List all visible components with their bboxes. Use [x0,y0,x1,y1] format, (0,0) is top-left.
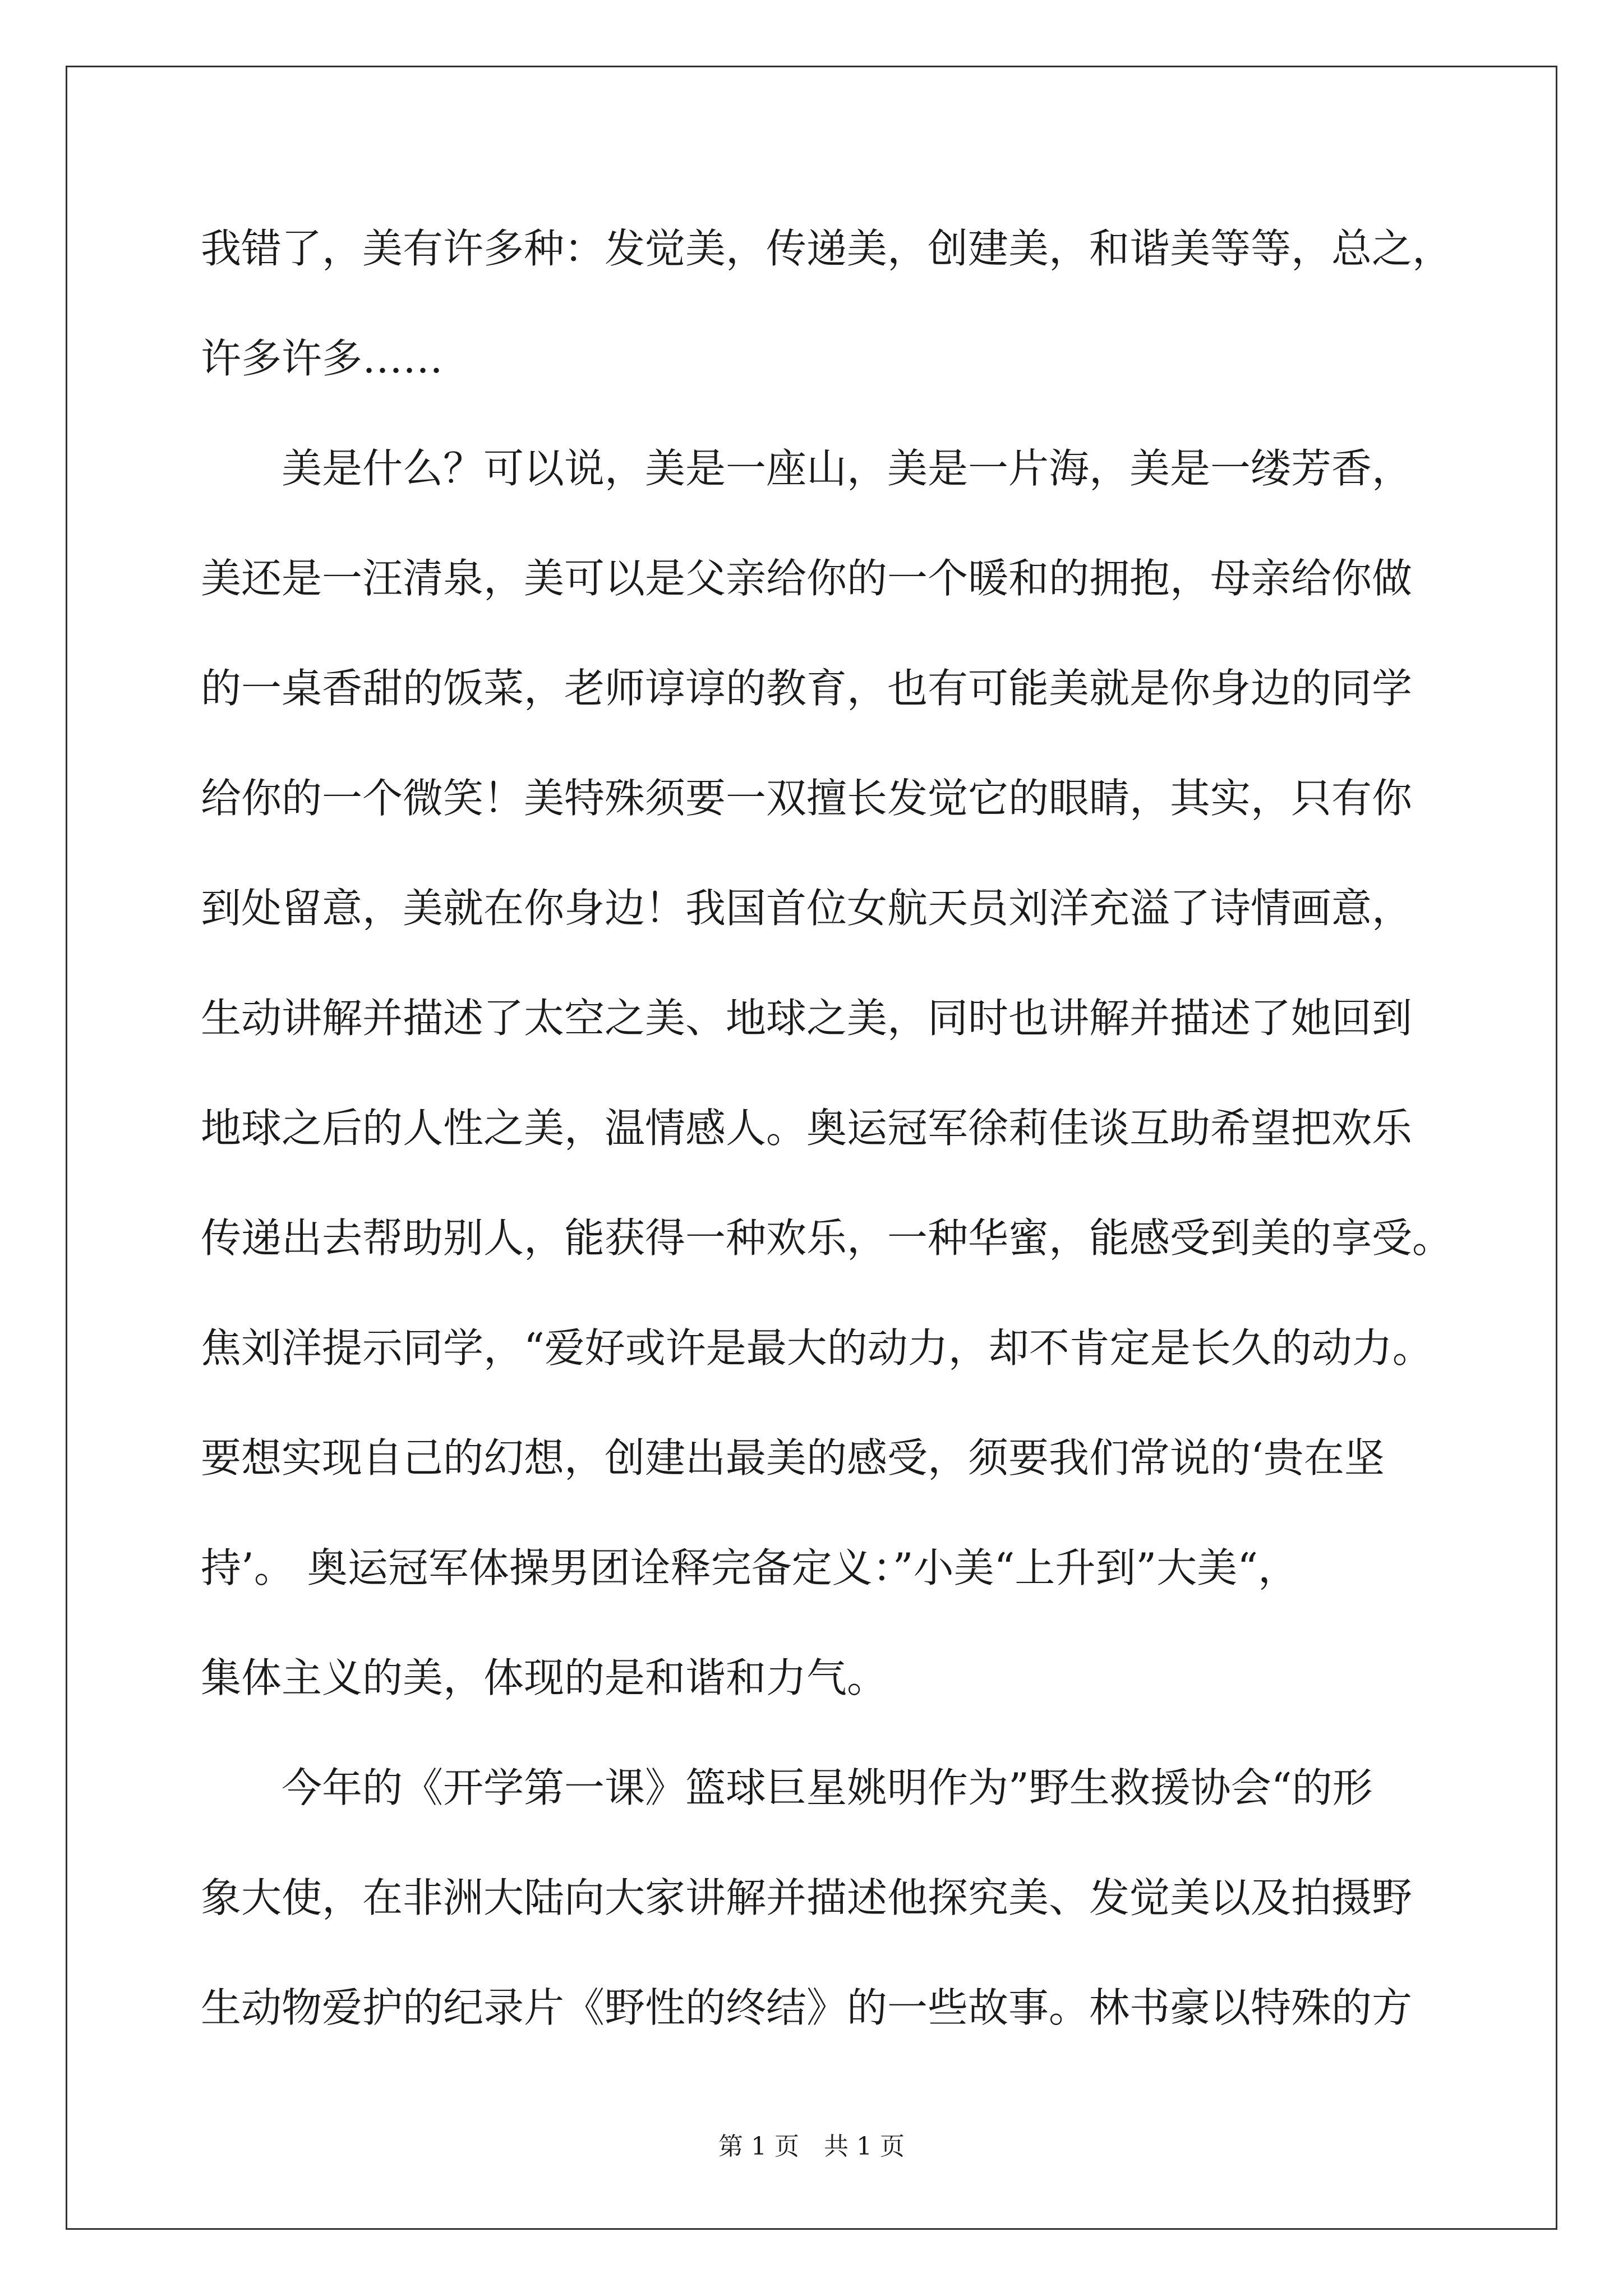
paragraph-1 [201,194,1453,413]
text-line: 地球之后的人性之美，温情感人。奥运冠军徐莉佳谈互助希望把欢乐 [201,1105,1413,1152]
document-body [201,194,1453,2063]
text-line: 持’。 奥运冠军体操男团诠释完备定义：”小美“上升到”大美“， [201,1544,1299,1591]
paragraph-2 [201,413,1453,1733]
text-line: 生动讲解并描述了太空之美、地球之美，同时也讲解并描述了她回到 [201,995,1413,1042]
text-line: 的一桌香甜的饭菜，老师谆谆的教育，也有可能美就是你身边的同学 [201,665,1413,712]
text-line: 象大使，在非洲大陆向大家讲解并描述他探究美、发觉美以及拍摄野 [201,1874,1413,1921]
text-line: 传递出去帮助别人，能获得一种欢乐，一种华蜜，能感受到美的享受。 [201,1214,1453,1262]
text-line: 给你的一个微笑！美特殊须要一双擅长发觉它的眼睛，其实，只有你 [201,775,1413,822]
text-line: 要想实现自己的幻想，创建出最美的感受，须要我们常说的‘贵在坚 [201,1434,1385,1481]
text-line: 美还是一汪清泉，美可以是父亲给你的一个暖和的拥抱，母亲给你做 [201,555,1413,602]
text-line: 集体主义的美，体现的是和谐和力气。 [201,1654,888,1701]
text-line: 我错了，美有许多种：发觉美，传递美，创建美，和谐美等等，总之， [201,225,1453,272]
text-line: 到处留意，美就在你身边！我国首位女航天员刘洋充溢了诗情画意， [201,885,1413,932]
page-number-label: 第 1 页 共 1 页 [718,2132,905,2161]
text-line: 生动物爱护的纪录片《野性的终结》的一些故事。林书豪以特殊的方 [201,1984,1413,2031]
paragraph-3 [201,1733,1435,2063]
text-line: 许多许多…… [201,335,444,382]
text-line: 焦刘洋提示同学，“爱好或许是最大的动力，却不肯定是长久的动力。 [201,1324,1433,1372]
page-footer [0,2126,1623,2162]
text-line: 今年的《开学第一课》篮球巨星姚明作为”野生救援协会“的形 [282,1764,1373,1811]
text-line: 美是什么？可以说，美是一座山，美是一片海，美是一缕芳香， [282,445,1413,492]
